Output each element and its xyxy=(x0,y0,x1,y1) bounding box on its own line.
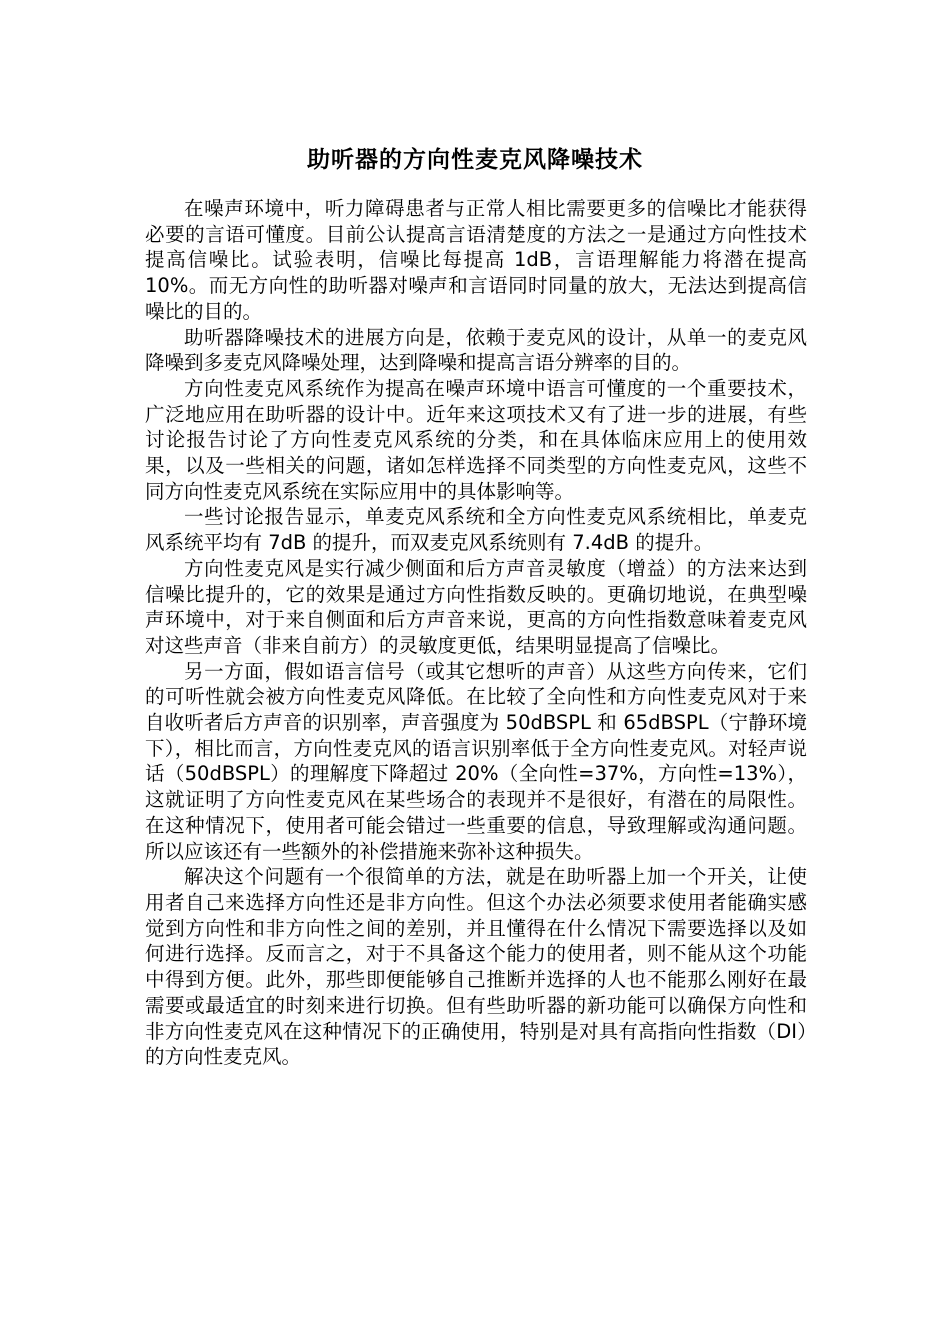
document-body xyxy=(145,196,807,1070)
paragraph-1: 在噪声环境中，听力障碍患者与正常人相比需要更多的信噪比才能获得必要的言语可懂度。目前公认提高言语清楚度的方法之一是通过方向性技术提高信噪比。试验表明，信噪比每提高 1dB，言语理解能力将潜在提高 10%。而无方向性的助听器对噪声和言语同时同量的放大，无法达到提高信噪比的目的。 xyxy=(145,197,807,323)
paragraph-5: 方向性麦克风是实行减少侧面和后方声音灵敏度（增益）的方法来达到信噪比提升的，它的效果是通过方向性指数反映的。更确切地说，在典型噪声环境中，对于来自侧面和后方声音来说，更高的方向性指数意味着麦克风对这些声音（非来自前方）的灵敏度更低，结果明显提高了信噪比。 xyxy=(145,556,807,657)
paragraph-7: 解决这个问题有一个很简单的方法，就是在助听器上加一个开关，让使用者自己来选择方向性还是非方向性。但这个办法必须要求使用者能确实感觉到方向性和非方向性之间的差别，并且懂得在什么情况下需要选择以及如何进行选择。反而言之，对于不具备这个能力的使用者，则不能从这个功能中得到方便。此外，那些即便能够自己推断并选择的人也不能那么刚好在最需要或最适宜的时刻来进行切换。但有些助听器的新功能可以确保方向性和非方向性麦克风在这种情况下的正确使用，特别是对具有高指向性指数（DI）的方向性麦克风。 xyxy=(145,865,807,1069)
document-title: 助听器的方向性麦克风降噪技术 xyxy=(307,147,643,173)
paragraph-6: 另一方面，假如语言信号（或其它想听的声音）从这些方向传来，它们的可听性就会被方向性麦克风降低。在比较了全向性和方向性麦克风对于来自收听者后方声音的识别率，声音强度为 50dBSPL 和 65dBSPL（宁静环境下），相比而言，方向性麦克风的语言识别率低于全方向性麦克风。对轻声说话（50dBSPL）的理解度下降超过 20%（全向性=37%，方向性=13%），这就证明了方向性麦克风在某些场合的表现并不是很好，有潜在的局限性。在这种情况下，使用者可能会错过一些重要的信息，导致理解或沟通问题。所以应该还有一些额外的补偿措施来弥补这种损失。 xyxy=(145,659,807,863)
paragraph-4: 一些讨论报告显示，单麦克风系统和全方向性麦克风系统相比，单麦克风系统平均有 7dB 的提升，而双麦克风系统则有 7.4dB 的提升。 xyxy=(145,505,807,555)
paragraph-2: 助听器降噪技术的进展方向是，依赖于麦克风的设计，从单一的麦克风降噪到多麦克风降噪处理，达到降噪和提高言语分辨率的目的。 xyxy=(145,325,807,375)
paragraph-3: 方向性麦克风系统作为提高在噪声环境中语言可懂度的一个重要技术，广泛地应用在助听器的设计中。近年来这项技术又有了进一步的进展，有些讨论报告讨论了方向性麦克风系统的分类，和在具体临床应用上的使用效果，以及一些相关的问题，诸如怎样选择不同类型的方向性麦克风，这些不同方向性麦克风系统在实际应用中的具体影响等。 xyxy=(145,376,807,503)
